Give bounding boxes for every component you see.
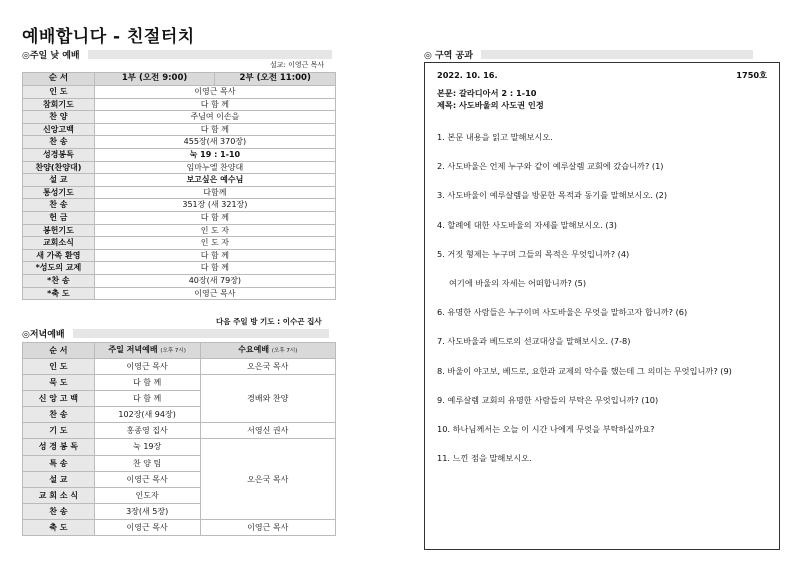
morning-service-table xyxy=(22,72,336,300)
table-row xyxy=(23,359,336,375)
table-row xyxy=(23,148,336,161)
row-label: 인 도 xyxy=(23,359,95,375)
study-heading xyxy=(424,48,753,61)
issue-number: 1750호 xyxy=(736,70,767,80)
row-label: 성 경 봉 독 xyxy=(23,439,95,455)
table-row xyxy=(23,174,336,187)
question-6: 6. 유명한 사람들은 누구이며 사도바울은 무엇을 말하고자 합니까? (6) xyxy=(437,307,688,317)
row-label: 묵 도 xyxy=(23,375,95,391)
heading-bar xyxy=(73,329,329,338)
row-value: 다 함 께 xyxy=(94,262,335,275)
page-title: 예배합니다 - 친절터치 xyxy=(22,27,195,47)
row-value: 인 도 자 xyxy=(94,237,335,250)
wed-value: 서영신 권사 xyxy=(200,423,335,439)
table-row xyxy=(23,86,336,99)
table-row xyxy=(23,199,336,212)
table-row xyxy=(23,249,336,262)
table-row xyxy=(23,224,336,237)
row-label: 헌 금 xyxy=(23,211,95,224)
row-label: 특 송 xyxy=(23,455,95,471)
study-heading-label: ◎ 구역 공과 xyxy=(424,51,473,61)
col-first-service: 1부 (오전 9:00) xyxy=(94,73,215,86)
col-sunday-evening xyxy=(94,343,200,359)
row-label: *축 도 xyxy=(23,287,95,300)
row-label: 축 도 xyxy=(23,519,95,535)
row-value: 455장(새 370장) xyxy=(94,136,335,149)
question-5: 5. 거짓 형제는 누구며 그들의 목적은 무엇입니까? (4) xyxy=(437,249,630,259)
table-row xyxy=(23,274,336,287)
table-row xyxy=(23,287,336,300)
table-row xyxy=(23,237,336,250)
table-row xyxy=(23,98,336,111)
question-8: 8. 바울이 야고보, 베드로, 요한과 교제의 악수를 했는데 그 의미는 무엇입니까? (9) xyxy=(437,366,732,376)
evening-service-table xyxy=(22,342,336,536)
row-label: 신 앙 고 백 xyxy=(23,391,95,407)
col-wednesday-label: 수요예배 xyxy=(238,344,270,354)
cell-group-lesson-box xyxy=(424,62,780,550)
question-10: 10. 하나님께서는 오늘 이 시간 나에게 무엇을 부탁하실까요? xyxy=(437,424,655,434)
row-label: 찬 송 xyxy=(23,199,95,212)
preacher-label: 설교: 이영근 목사 xyxy=(270,61,325,69)
question-7: 7. 사도바울과 베드로의 선교대상을 말해보시오. (7-8) xyxy=(437,336,631,346)
row-label: 통성기도 xyxy=(23,186,95,199)
table-row xyxy=(23,519,336,535)
col-sunday-evening-label: 주일 저녁예배 xyxy=(108,344,158,354)
row-value: 임마누엘 찬양대 xyxy=(94,161,335,174)
question-4: 4. 할례에 대한 사도바울의 자세를 말해보시오. (3) xyxy=(437,220,617,230)
row-label: 찬양(찬양대) xyxy=(23,161,95,174)
lesson-date: 2022. 10. 16. xyxy=(437,70,498,80)
row-value: 351장 (새 321장) xyxy=(94,199,335,212)
question-2: 2. 사도바울은 언제 누구와 같이 예루살렘 교회에 갔습니까? (1) xyxy=(437,161,664,171)
row-value: 눅 19장 xyxy=(94,439,200,455)
table-row xyxy=(23,161,336,174)
evening-heading xyxy=(22,327,329,340)
row-value: 102장(새 94장) xyxy=(94,407,200,423)
row-value: 다함께 xyxy=(94,186,335,199)
row-label: 봉헌기도 xyxy=(23,224,95,237)
row-value: 다 함 께 xyxy=(94,211,335,224)
row-value: 다 함 께 xyxy=(94,375,200,391)
row-value: 이영근 목사 xyxy=(94,359,200,375)
row-label: 찬 송 xyxy=(23,407,95,423)
table-row xyxy=(23,439,336,455)
row-value: 홍종영 집사 xyxy=(94,423,200,439)
table-row xyxy=(23,136,336,149)
table-row xyxy=(23,423,336,439)
table-row xyxy=(23,262,336,275)
row-label: *성도의 교제 xyxy=(23,262,95,275)
wed-value: 오은국 목사 xyxy=(200,439,335,519)
morning-heading-label: ◎주일 낮 예배 xyxy=(22,51,80,61)
lesson-subject: 제목: 사도바울의 사도권 인정 xyxy=(437,100,544,110)
next-prayer: 다음 주일 방 기도 : 이수곤 집사 xyxy=(216,317,322,326)
row-label: 참회기도 xyxy=(23,98,95,111)
row-value: 주님여 이손을 xyxy=(94,111,335,124)
col-wednesday xyxy=(200,343,335,359)
col-order: 순 서 xyxy=(23,343,95,359)
question-3: 3. 사도바울이 예루살렘을 방문한 목적과 동기를 말해보시오. (2) xyxy=(437,190,668,200)
table-row xyxy=(23,375,336,391)
table-row xyxy=(23,111,336,124)
row-label: 찬 양 xyxy=(23,111,95,124)
row-value: 찬 양 팀 xyxy=(94,455,200,471)
row-label: 신앙고백 xyxy=(23,123,95,136)
row-value: 이영근 목사 xyxy=(94,287,335,300)
row-value: 보고싶은 예수님 xyxy=(94,174,335,187)
row-value: 인도자 xyxy=(94,487,200,503)
question-1: 1. 본문 내용을 읽고 말해보시오. xyxy=(437,132,553,142)
row-value: 눅 19 : 1-10 xyxy=(94,148,335,161)
row-value: 40장(새 79장) xyxy=(94,274,335,287)
wed-value: 이영근 목사 xyxy=(200,519,335,535)
row-value: 다 함 께 xyxy=(94,391,200,407)
row-label: 찬 송 xyxy=(23,503,95,519)
row-value: 인 도 자 xyxy=(94,224,335,237)
wed-value: 경배와 찬양 xyxy=(200,375,335,423)
col-second-service: 2부 (오전 11:00) xyxy=(215,73,336,86)
table-row xyxy=(23,211,336,224)
row-value: 이영근 목사 xyxy=(94,471,200,487)
row-value: 다 함 께 xyxy=(94,249,335,262)
row-label: 새 가족 환영 xyxy=(23,249,95,262)
row-value: 다 함 께 xyxy=(94,98,335,111)
heading-bar xyxy=(481,50,753,59)
row-label: 인 도 xyxy=(23,86,95,99)
question-11: 11. 느낀 점을 말해보시오. xyxy=(437,453,532,463)
question-9: 9. 예루살렘 교회의 유명한 사람들의 부탁은 무엇입니까? (10) xyxy=(437,395,659,405)
heading-bar xyxy=(88,50,332,59)
row-label: 기 도 xyxy=(23,423,95,439)
col-order: 순 서 xyxy=(23,73,95,86)
row-label: *찬 송 xyxy=(23,274,95,287)
row-value: 3장(새 5장) xyxy=(94,503,200,519)
row-label: 설 교 xyxy=(23,471,95,487)
table-row xyxy=(23,123,336,136)
col-sunday-evening-time: (오후 7시) xyxy=(160,347,186,354)
col-wednesday-time: (오후 7시) xyxy=(271,347,298,354)
wed-value: 오은국 목사 xyxy=(200,359,335,375)
row-label: 성경봉독 xyxy=(23,148,95,161)
evening-heading-label: ◎저녁예배 xyxy=(22,330,65,340)
question-5-sub: 여기에 바울의 자세는 어떠합니까? (5) xyxy=(449,278,587,288)
row-value: 이영근 목사 xyxy=(94,86,335,99)
row-label: 교회소식 xyxy=(23,237,95,250)
row-value: 다 함 께 xyxy=(94,123,335,136)
row-label: 설 교 xyxy=(23,174,95,187)
scripture-text: 본문: 갈라디아서 2 : 1-10 xyxy=(437,88,537,98)
row-label: 찬 송 xyxy=(23,136,95,149)
row-value: 이영근 목사 xyxy=(94,519,200,535)
row-label: 교 회 소 식 xyxy=(23,487,95,503)
table-row xyxy=(23,186,336,199)
